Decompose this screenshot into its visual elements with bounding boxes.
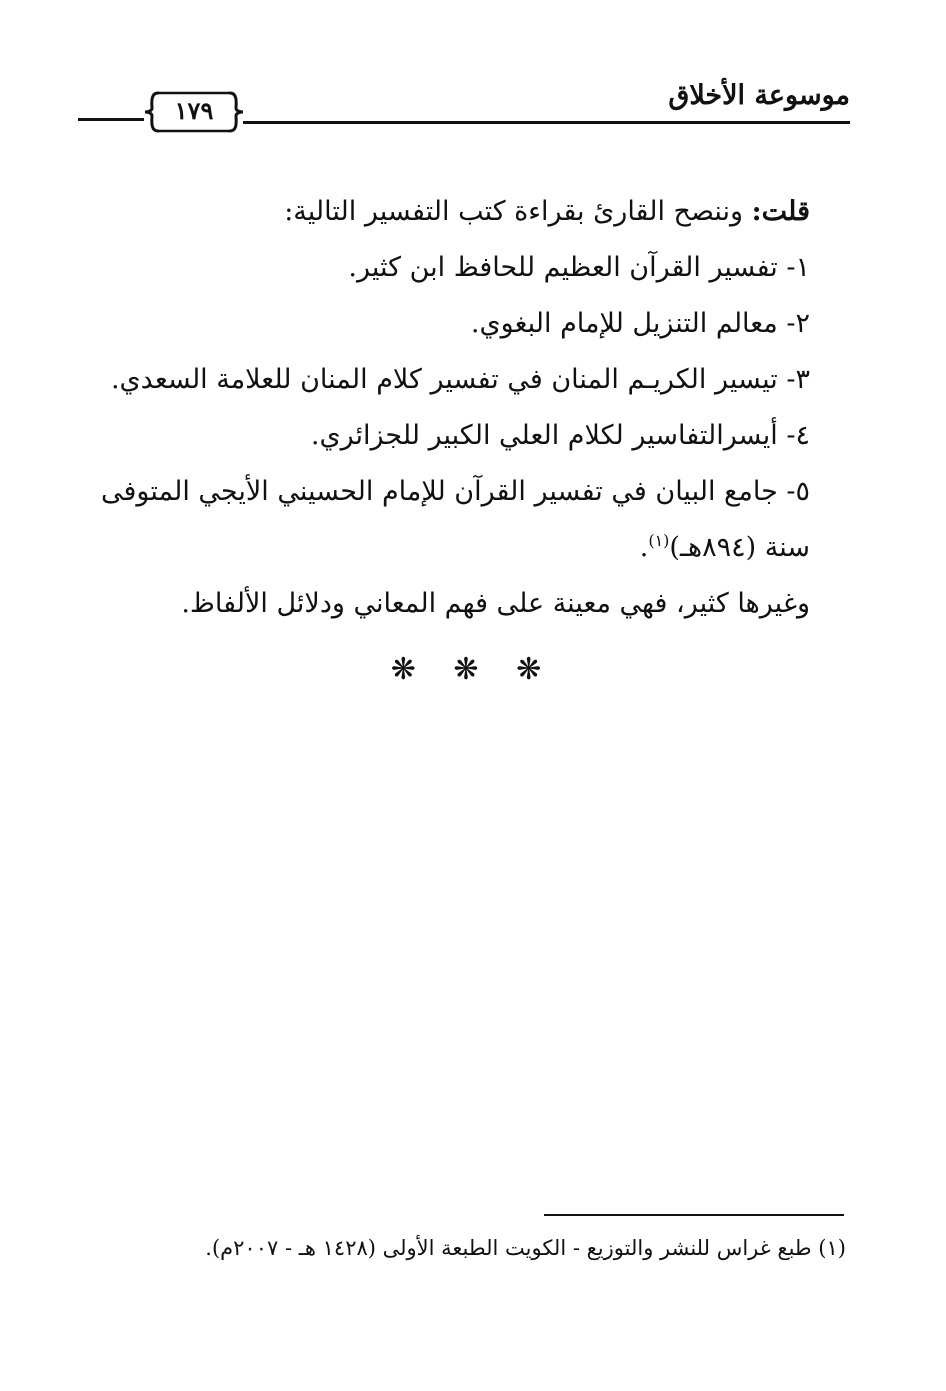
intro-paragraph bbox=[80, 184, 810, 240]
section-separator: ❋ ❋ ❋ bbox=[390, 652, 556, 687]
footnote: (١) طبع غراس للنشر والتوزيع - الكويت الطبعة الأولى (١٤٢٨ هـ - ٢٠٠٧م). bbox=[205, 1236, 846, 1260]
list-item: ٤- أيسرالتفاسير لكلام العلي الكبير للجزائري. bbox=[310, 420, 810, 451]
list-item-text: ٥- جامع البيان في تفسير القرآن للإمام الحسيني الأيجي المتوفى سنة (٨٩٤هـ) bbox=[100, 476, 810, 563]
running-title: موسوعة الأخلاق bbox=[668, 80, 850, 111]
list-item: ٣- تيسير الكريـم المنان في تفسير كلام المنان للعلامة السعدي. bbox=[110, 364, 810, 395]
main-text bbox=[80, 184, 810, 632]
page-number-frame bbox=[144, 90, 244, 134]
list-item bbox=[80, 464, 810, 576]
footnote-rule bbox=[544, 1214, 844, 1216]
closing-paragraph: وغيرها كثير، فهي معينة على فهم المعاني ودلائل الألفاظ. bbox=[181, 588, 810, 619]
header-rule-left bbox=[78, 118, 144, 121]
page-header bbox=[78, 74, 850, 136]
list-item: ١- تفسير القرآن العظيم للحافظ ابن كثير. bbox=[348, 252, 810, 283]
footnote-reference[interactable]: (١) bbox=[648, 531, 670, 550]
intro-label: قلت: bbox=[751, 196, 810, 227]
page-number: ١٧٩ bbox=[174, 96, 214, 125]
list-item: ٢- معالم التنزيل للإمام البغوي. bbox=[470, 308, 810, 339]
header-rule bbox=[243, 121, 850, 124]
intro-text: وننصح القارئ بقراءة كتب التفسير التالية: bbox=[284, 196, 744, 227]
list-item-end: . bbox=[639, 532, 649, 563]
